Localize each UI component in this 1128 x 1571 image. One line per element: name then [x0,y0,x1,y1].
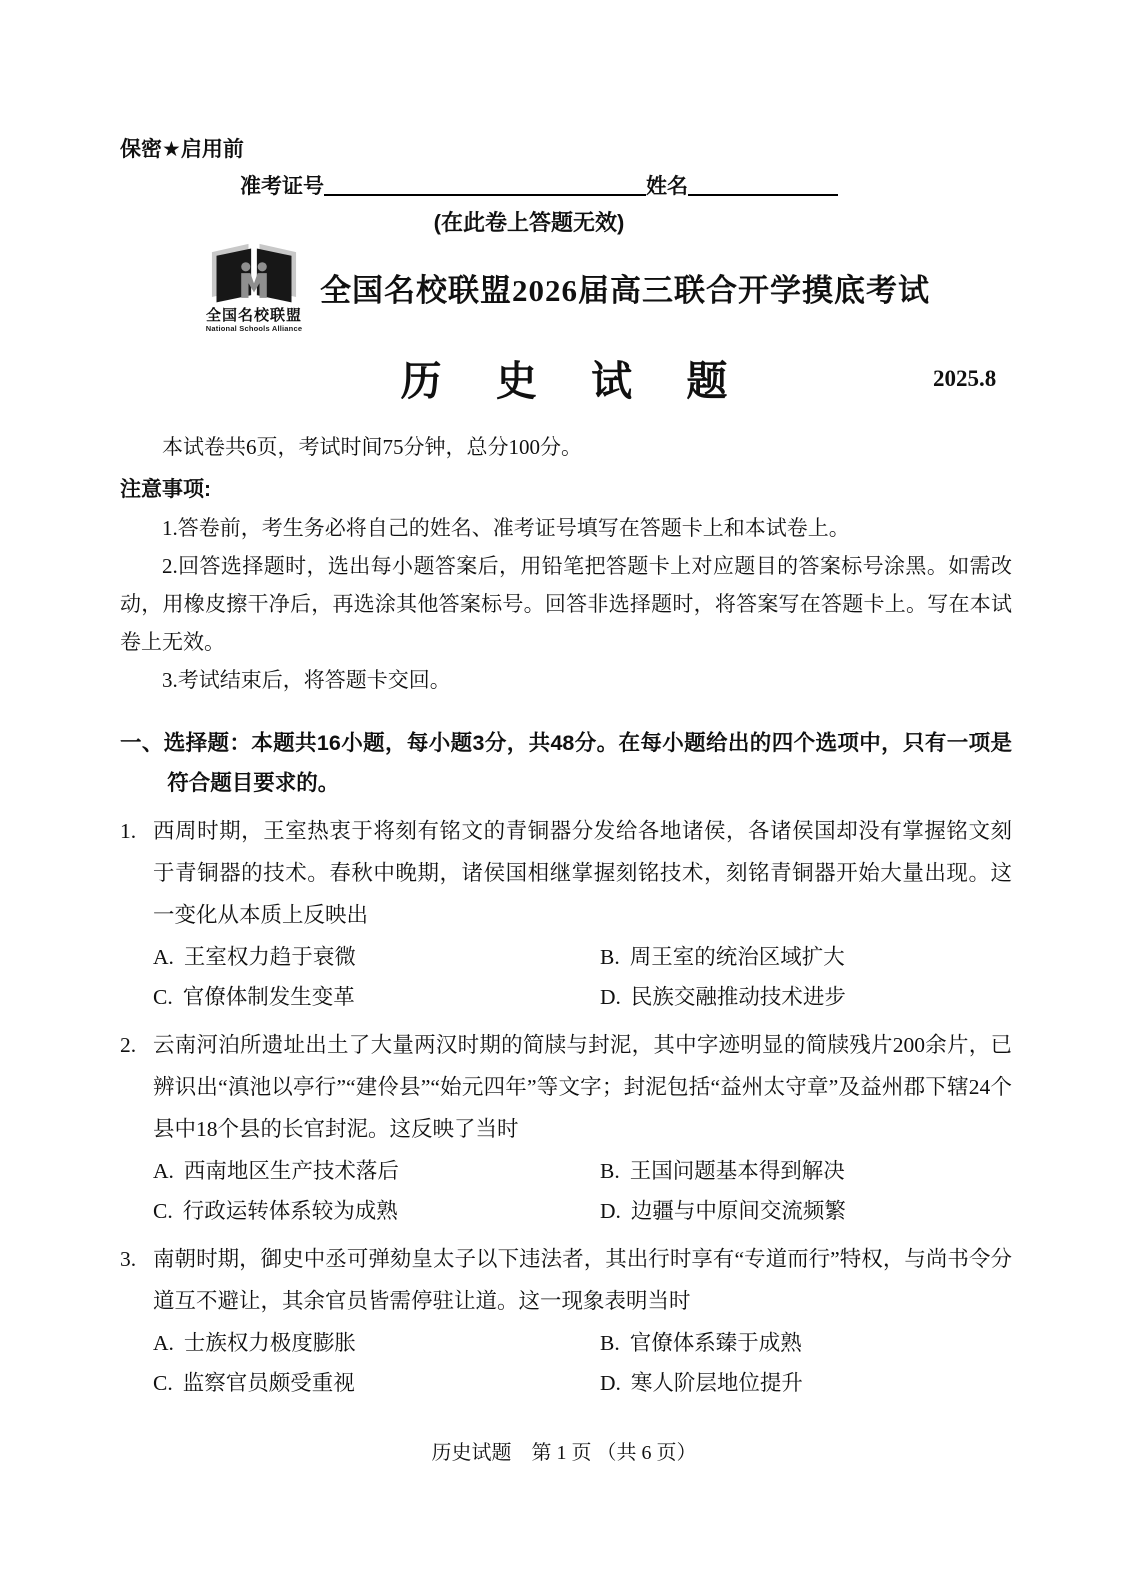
question-3-options [153,1323,1012,1403]
question-1-option-d: D. 民族交融推动技术进步 [600,985,846,1009]
alliance-logo [198,243,310,333]
question-3-option-a: A. 士族权力极度膨胀 [153,1331,356,1355]
exam-summary: 本试卷共6页，考试时间75分钟，总分100分。 [162,435,582,459]
question-1-option-a: A. 王室权力趋于衰微 [153,945,356,969]
question-1-options [153,937,1012,1017]
question-2-option-b: B. 王国问题基本得到解决 [600,1159,845,1183]
masthead [198,243,930,333]
open-book-icon [198,243,310,307]
question-1-option-b: B. 周王室的统治区域扩大 [600,945,845,969]
paper-body [120,428,1012,1403]
name-label: 姓名 [646,175,688,198]
question-2-option-c: C. 行政运转体系较为成熟 [153,1199,398,1223]
question-1-stem: 西周时期，王室热衷于将刻有铭文的青铜器分发给各地诸侯，各诸侯国却没有掌握铭文刻于青铜器的技术。春秋中晚期，诸侯国相继掌握刻铭技术，刻铭青铜器开始大量出现。这一变化从本质上反映出 [153,819,1012,927]
question-2-number: 2. [120,1033,137,1057]
question-2-option-a: A. 西南地区生产技术落后 [153,1159,399,1183]
name-blank [688,194,838,196]
page-footer: 历史试题 第 1 页 （共 6 页） [431,1442,697,1464]
note-item-2: 2.回答选择题时，选出每小题答案后，用铅笔把答题卡上对应题目的答案标号涂黑。如需改动，用橡皮擦干净后，再选涂其他答案标号。回答非选择题时，将答案写在答题卡上。写在本试卷上无效。 [120,554,1012,654]
security-notice: 保密★启用前 [120,138,244,161]
question-1 [120,810,1012,1017]
question-3-option-c: C. 监察官员颇受重视 [153,1371,355,1395]
paper-date: 2025.8 [933,366,997,391]
logo-org-name-en: National Schools Alliance [205,324,303,334]
section-title-choice: 一、选择题：本题共16小题，每小题3分，共48分。在每小题给出的四个选项中，只有一项是符合题目要求的。 [120,731,1012,795]
ticket-number-blank [324,194,646,196]
question-2-options [153,1151,1012,1231]
question-3-option-b: B. 官僚体系臻于成熟 [600,1331,802,1355]
registration-line [240,170,838,200]
question-1-option-c: C. 官僚体制发生变革 [153,985,355,1009]
question-1-number: 1. [120,819,137,843]
question-3-number: 3. [120,1247,137,1271]
question-2-option-d: D. 边疆与中原间交流频繁 [600,1199,846,1223]
note-item-3: 3.考试结束后，将答题卡交回。 [162,668,451,692]
question-2-stem: 云南河泊所遗址出土了大量两汉时期的简牍与封泥，其中字迹明显的简牍残片200余片，已辨识出“滇池以亭行”“建伶县”“始元四年”等文字；封泥包括“益州太守章”及益州郡下辖24个县中18个县的长官封泥。这反映了当时 [153,1033,1012,1141]
question-3 [120,1238,1012,1403]
ticket-number-label: 准考证号 [240,175,324,198]
note-item-1: 1.答卷前，考生务必将自己的姓名、准考证号填写在答题卡上和本试卷上。 [162,516,850,540]
paper-title: 历 史 试 题 [400,358,750,404]
invalid-answer-notice: (在此卷上答题无效) [433,210,625,235]
notes-title: 注意事项: [120,478,211,501]
logo-org-name-cn: 全国名校联盟 [205,307,302,324]
question-2 [120,1024,1012,1231]
question-3-option-d: D. 寒人阶层地位提升 [600,1371,803,1395]
exam-series-title: 全国名校联盟2026届高三联合开学摸底考试 [320,273,930,308]
question-3-stem: 南朝时期，御史中丞可弹劾皇太子以下违法者，其出行时享有“专道而行”特权，与尚书令分道互不避让，其余官员皆需停驻让道。这一现象表明当时 [153,1247,1012,1313]
